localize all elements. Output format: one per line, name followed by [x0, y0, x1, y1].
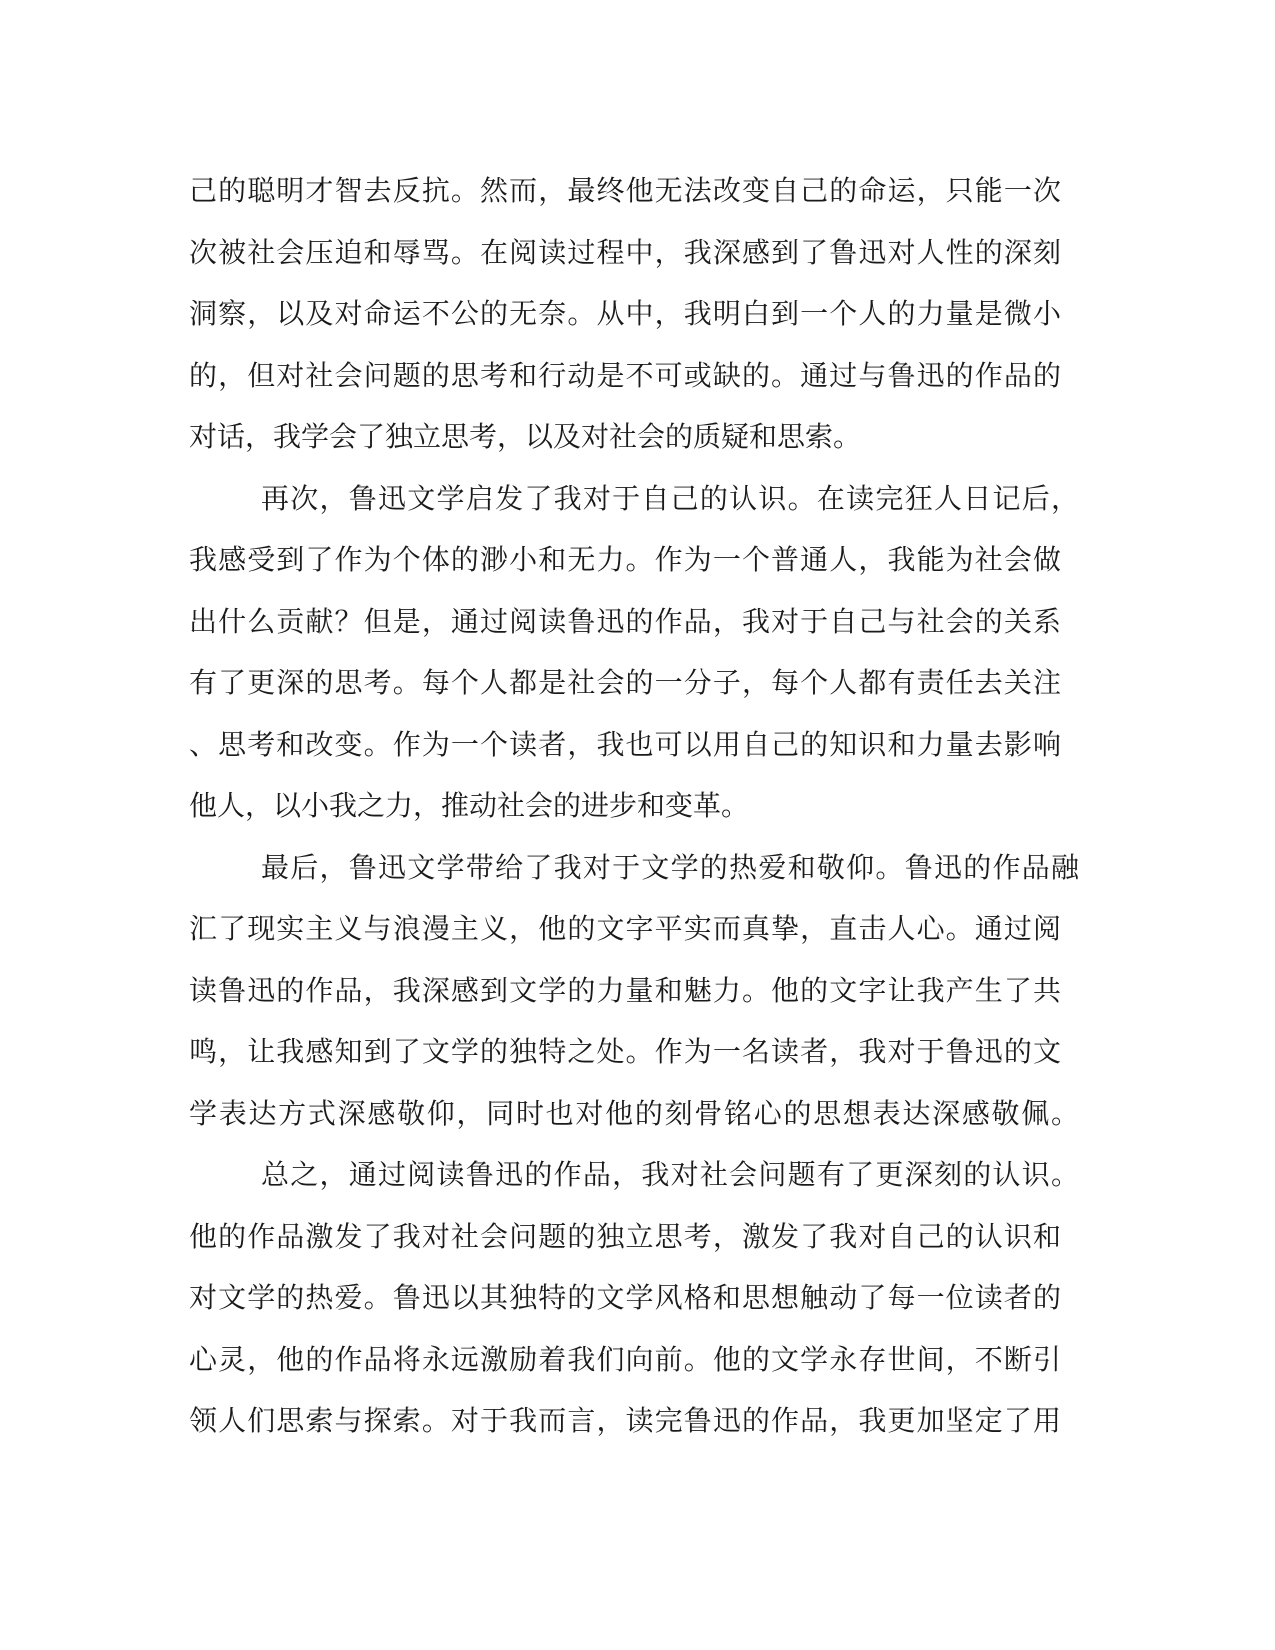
text-line: 的，但对社会问题的思考和行动是不可或缺的。通过与鲁迅的作品的 [189, 358, 1061, 392]
text-line: 读鲁迅的作品，我深感到文学的力量和魅力。他的文字让我产生了共 [189, 973, 1061, 1007]
text-line: 再次，鲁迅文学启发了我对于自己的认识。在读完狂人日记后， [261, 481, 1079, 515]
text-line: 对话，我学会了独立思考，以及对社会的质疑和思索。 [189, 420, 862, 453]
paragraph [189, 1144, 1089, 1452]
paragraph [189, 468, 1089, 837]
text-line: 我感受到了作为个体的渺小和无力。作为一个普通人，我能为社会做 [189, 543, 1061, 576]
text-line: 总之，通过阅读鲁迅的作品，我对社会问题有了更深刻的认识。 [261, 1158, 1079, 1191]
text-line: 汇了现实主义与浪漫主义，他的文字平实而真挚，直击人心。通过阅 [189, 912, 1061, 945]
text-line: 他的作品激发了我对社会问题的独立思考，激发了我对自己的认识和 [189, 1219, 1061, 1253]
document-body [189, 160, 1089, 1452]
text-line: 对文学的热爱。鲁迅以其独特的文学风格和思想触动了每一位读者的 [189, 1281, 1061, 1314]
paragraph [189, 160, 1089, 468]
text-line: 次被社会压迫和辱骂。在阅读过程中，我深感到了鲁迅对人性的深刻 [189, 235, 1061, 269]
paragraph [189, 837, 1089, 1145]
text-line: 鸣，让我感知到了文学的独特之处。作为一名读者，我对于鲁迅的文 [189, 1035, 1061, 1068]
text-line: 有了更深的思考。每个人都是社会的一分子，每个人都有责任去关注 [189, 666, 1061, 699]
text-line: 己的聪明才智去反抗。然而，最终他无法改变自己的命运，只能一次 [189, 174, 1061, 207]
text-line: 洞察，以及对命运不公的无奈。从中，我明白到一个人的力量是微小 [189, 297, 1061, 330]
text-line: 领人们思索与探索。对于我而言，读完鲁迅的作品，我更加坚定了用 [189, 1404, 1061, 1437]
text-line: 学表达方式深感敬仰，同时也对他的刻骨铭心的思想表达深感敬佩。 [189, 1096, 1079, 1130]
text-line: 心灵，他的作品将永远激励着我们向前。他的文学永存世间，不断引 [189, 1342, 1061, 1376]
text-line: 他人，以小我之力，推动社会的进步和变革。 [189, 789, 750, 822]
text-line: 、思考和改变。作为一个读者，我也可以用自己的知识和力量去影响 [189, 727, 1061, 761]
text-line: 最后，鲁迅文学带给了我对于文学的热爱和敬仰。鲁迅的作品融 [261, 850, 1079, 884]
text-line: 出什么贡献？但是，通过阅读鲁迅的作品，我对于自己与社会的关系 [189, 604, 1061, 638]
